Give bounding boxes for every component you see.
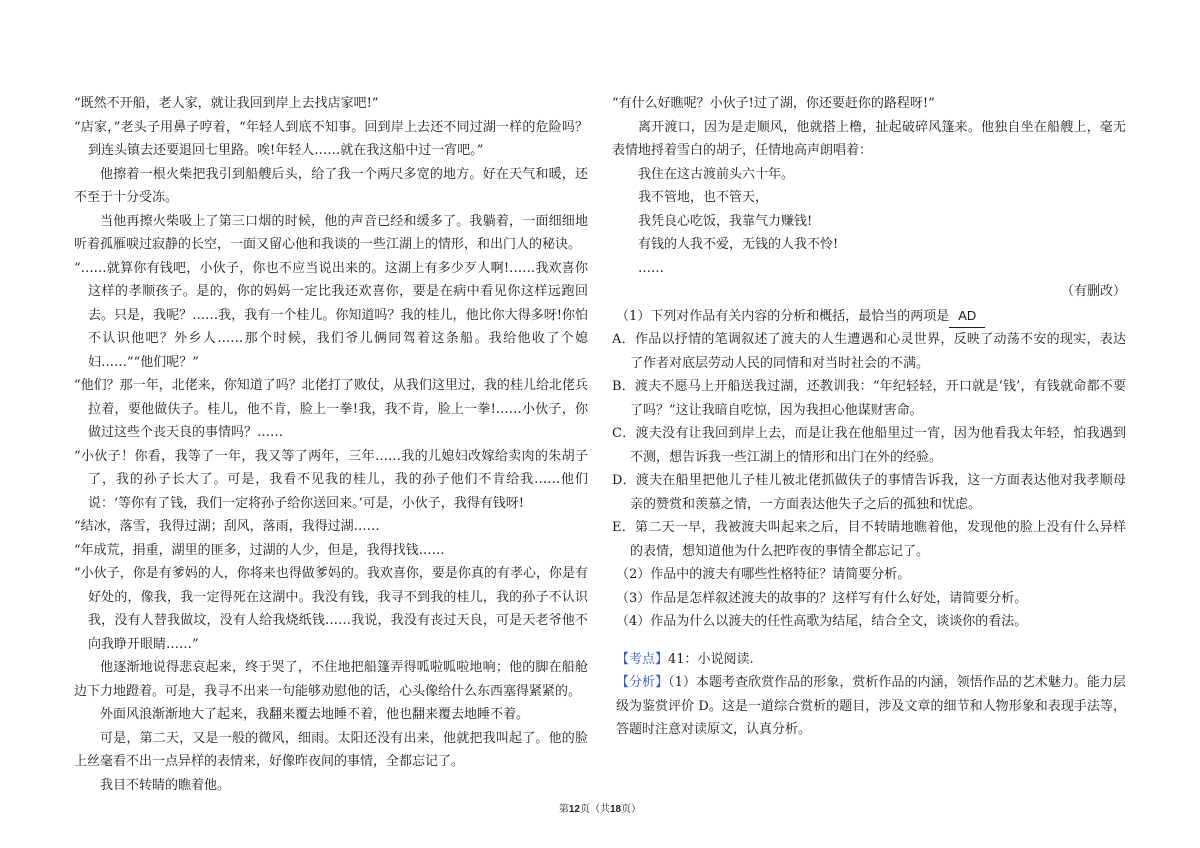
questions-list bbox=[612, 563, 1126, 634]
right-column bbox=[612, 92, 1126, 742]
question-1-text: （1）下列对作品有关内容的分析和概括，最恰当的两项是 bbox=[616, 308, 950, 324]
page-footer bbox=[0, 800, 1200, 815]
fenxi-text: （1）本题考查欣赏作品的形象，赏析作品的内涵，领悟作品的艺术魅力。能力层级为鉴赏评价 D。这是一道综合赏析的题目，涉及文章的细节和人物形象和表现手法等，答题时注意对读原文，认真分析。 bbox=[616, 675, 1126, 737]
story-paragraph: 他逐渐地说得悲哀起来，终于哭了，不住地把船篷弄得呱啦呱啦地响；他的脚在船舱边下力地蹬着。可是，我寻不出来一句能够劝慰他的话，心头像给什么东西塞得紧紧的。 bbox=[74, 660, 588, 699]
options-list bbox=[612, 328, 1126, 563]
story-paragraph: 我目不转睛的瞧着他。 bbox=[100, 777, 231, 793]
fenxi bbox=[612, 671, 1126, 742]
footer-prefix: 第 bbox=[558, 804, 569, 815]
footer-suffix: 页） bbox=[621, 804, 642, 815]
story-paragraph: …… bbox=[638, 260, 664, 276]
footer-page: 12 bbox=[568, 804, 580, 815]
footer-middle: 页（共 bbox=[580, 804, 610, 815]
story-paragraph: 我凭良心吃饭，我靠气力赚钱! bbox=[638, 213, 813, 229]
footer-total: 18 bbox=[610, 804, 622, 815]
question-1 bbox=[612, 304, 1126, 329]
kaodian bbox=[612, 648, 1126, 672]
source-note: （有删改） bbox=[1060, 284, 1126, 299]
story-paragraph: 他擦着一根火柴把我引到船艘后头，给了我一个两尺多宽的地方。好在天气和暖，还不至于十分受冻。 bbox=[74, 166, 588, 205]
story-paragraph: “他们？那一年，北佬来，你知道了吗？北佬打了败仗，从我们这里过，我的桂儿给北佬兵拉着，要他做伕子。桂儿，他不肯，脸上一拳!我，我不肯，脸上一拳!……小伙子，你做过这些个丧天良的事情吗？…… bbox=[74, 378, 588, 440]
story-paragraph: “小伙子！你看，我等了一年，我又等了两年，三年……我的儿媳妇改嫁给卖肉的朱胡子了，我的孙子长大了。可是，我看不见我的桂儿，我的孙子他们不肯给我……他们说：‘等你有了钱，我们一定将孙子给你送回来。’可是，小伙子，我得有钱呀! bbox=[74, 448, 588, 511]
story-paragraph: 可是，第二天，又是一般的微风，细雨。太阳还没有出来，他就把我叫起了。他的脸上丝毫看不出一点异样的表情来，好像昨夜间的事情，全都忘记了。 bbox=[74, 730, 588, 769]
kaodian-text: 41：小说阅读. bbox=[668, 651, 754, 667]
fenxi-tag: 【分析】 bbox=[616, 675, 669, 690]
answer-blank: AD bbox=[949, 304, 985, 329]
story-paragraph: 当他再擦火柴吸上了第三口烟的时候，他的声音已经和缓多了。我躺着，一面细细地听着孤雁唳过寂静的长空，一面又留心他和我谈的一些江湖上的情形，和出门人的秘诀。 bbox=[74, 213, 588, 252]
story-paragraph: “有什么好瞧呢？小伙子!过了湖，你还要赶你的路程呀!” bbox=[612, 96, 935, 111]
option-item: E．第二天一早，我被渡夫叫起来之后，目不转睛地瞧着他，发现他的脸上没有什么异样的表情，想知道他为什么把昨夜的事情全都忘记了。 bbox=[612, 520, 1126, 559]
question-item: （4）作品为什么以渡夫的任性高歌为结尾，结合全文，谈谈你的看法。 bbox=[616, 614, 1028, 629]
story-paragraph: 有钱的人我不爱，无钱的人我不怜! bbox=[638, 237, 839, 252]
option-item: B．渡夫不愿马上开船送我过湖，还教训我：“年纪轻轻，开口就是‘钱’，有钱就命都不要了吗？”这让我暗自吃惊，因为我担心他谋财害命。 bbox=[612, 379, 1126, 418]
story-paragraph: “既然不开船，老人家，就让我回到岸上去找店家吧!” bbox=[74, 96, 379, 111]
story-paragraph: 离开渡口，因为是走顺风，他就搭上橹，扯起破碎风篷来。他独自坐在船艘上，毫无表情地捋着雪白的胡子，任情地高声朗唱着： bbox=[612, 119, 1126, 158]
kaodian-tag: 【考点】 bbox=[616, 651, 669, 667]
story-paragraph: “结冰，落雪，我得过湖；刮风，落雨，我得过湖…… bbox=[74, 519, 380, 534]
question-item: （2）作品中的渡夫有哪些性格特征？请简要分析。 bbox=[616, 567, 911, 582]
story-paragraph: 我不管地，也不管天， bbox=[638, 190, 769, 205]
story-paragraph: “店家，”老头子用鼻子哼着，“年轻人到底不知事。回到岸上去还不同过湖一样的危险吗？到连头镇去还要退回七里路。唉!年轻人……就在我这船中过一宵吧。” bbox=[74, 119, 588, 158]
story-paragraph: “年成荒，捐重，湖里的匪多，过湖的人少，但是，我得找钱…… bbox=[74, 542, 445, 558]
story-paragraph: 我住在这古渡前头六十年。 bbox=[638, 166, 795, 182]
option-item: A．作品以抒情的笔调叙述了渡夫的人生遭遇和心灵世界，反映了动荡不安的现实，表达了作者对底层劳动人民的同情和对当时社会的不满。 bbox=[612, 332, 1126, 371]
option-item: C．渡夫没有让我回到岸上去，而是让我在他船里过一宵，因为他看我太年轻，怕我遇到不测，想告诉我一些江湖上的情形和出门在外的经验。 bbox=[612, 426, 1126, 465]
question-item: （3）作品是怎样叙述渡夫的故事的？这样写有什么好处，请简要分析。 bbox=[616, 590, 1028, 606]
story-paragraph: 外面风浪渐渐地大了起来，我翻来覆去地睡不着，他也翻来覆去地睡不着。 bbox=[100, 707, 530, 722]
left-column bbox=[74, 92, 588, 797]
option-item: D．渡夫在船里把他儿子桂儿被北佬抓做伕子的事情告诉我，这一方面表达他对我孝顺母亲的赞赏和羡慕之情，一方面表达他失子之后的孤独和忧虑。 bbox=[612, 473, 1126, 512]
story-paragraph: “小伙子，你是有爹妈的人，你将来也得做爹妈的。我欢喜你，要是你真的有孝心，你是有好处的，像我，我一定得死在这湖中。我没有钱，我寻不到我的桂儿，我的孙子不认识我，没有人替我做坟，没有人给我烧纸钱……我说，我没有丧过天良，可是天老爷他不向我睁开眼睛……” bbox=[74, 566, 588, 652]
story-continuation bbox=[612, 92, 1126, 280]
story-paragraph: “……就算你有钱吧，小伙子，你也不应当说出来的。这湖上有多少歹人啊!……我欢喜你这样的孝顺孩子。是的，你的妈妈一定比我还欢喜你，要是在病中看见你这样远跑回去。只是，我呢？……我，我有一个桂儿。你知道吗？我的桂儿，他比你大得多呀!你怕不认识他吧？外乡人……那个时候，我们爷儿俩同驾着这条船。我给他收了个媳妇……”“他们呢？” bbox=[74, 260, 588, 370]
